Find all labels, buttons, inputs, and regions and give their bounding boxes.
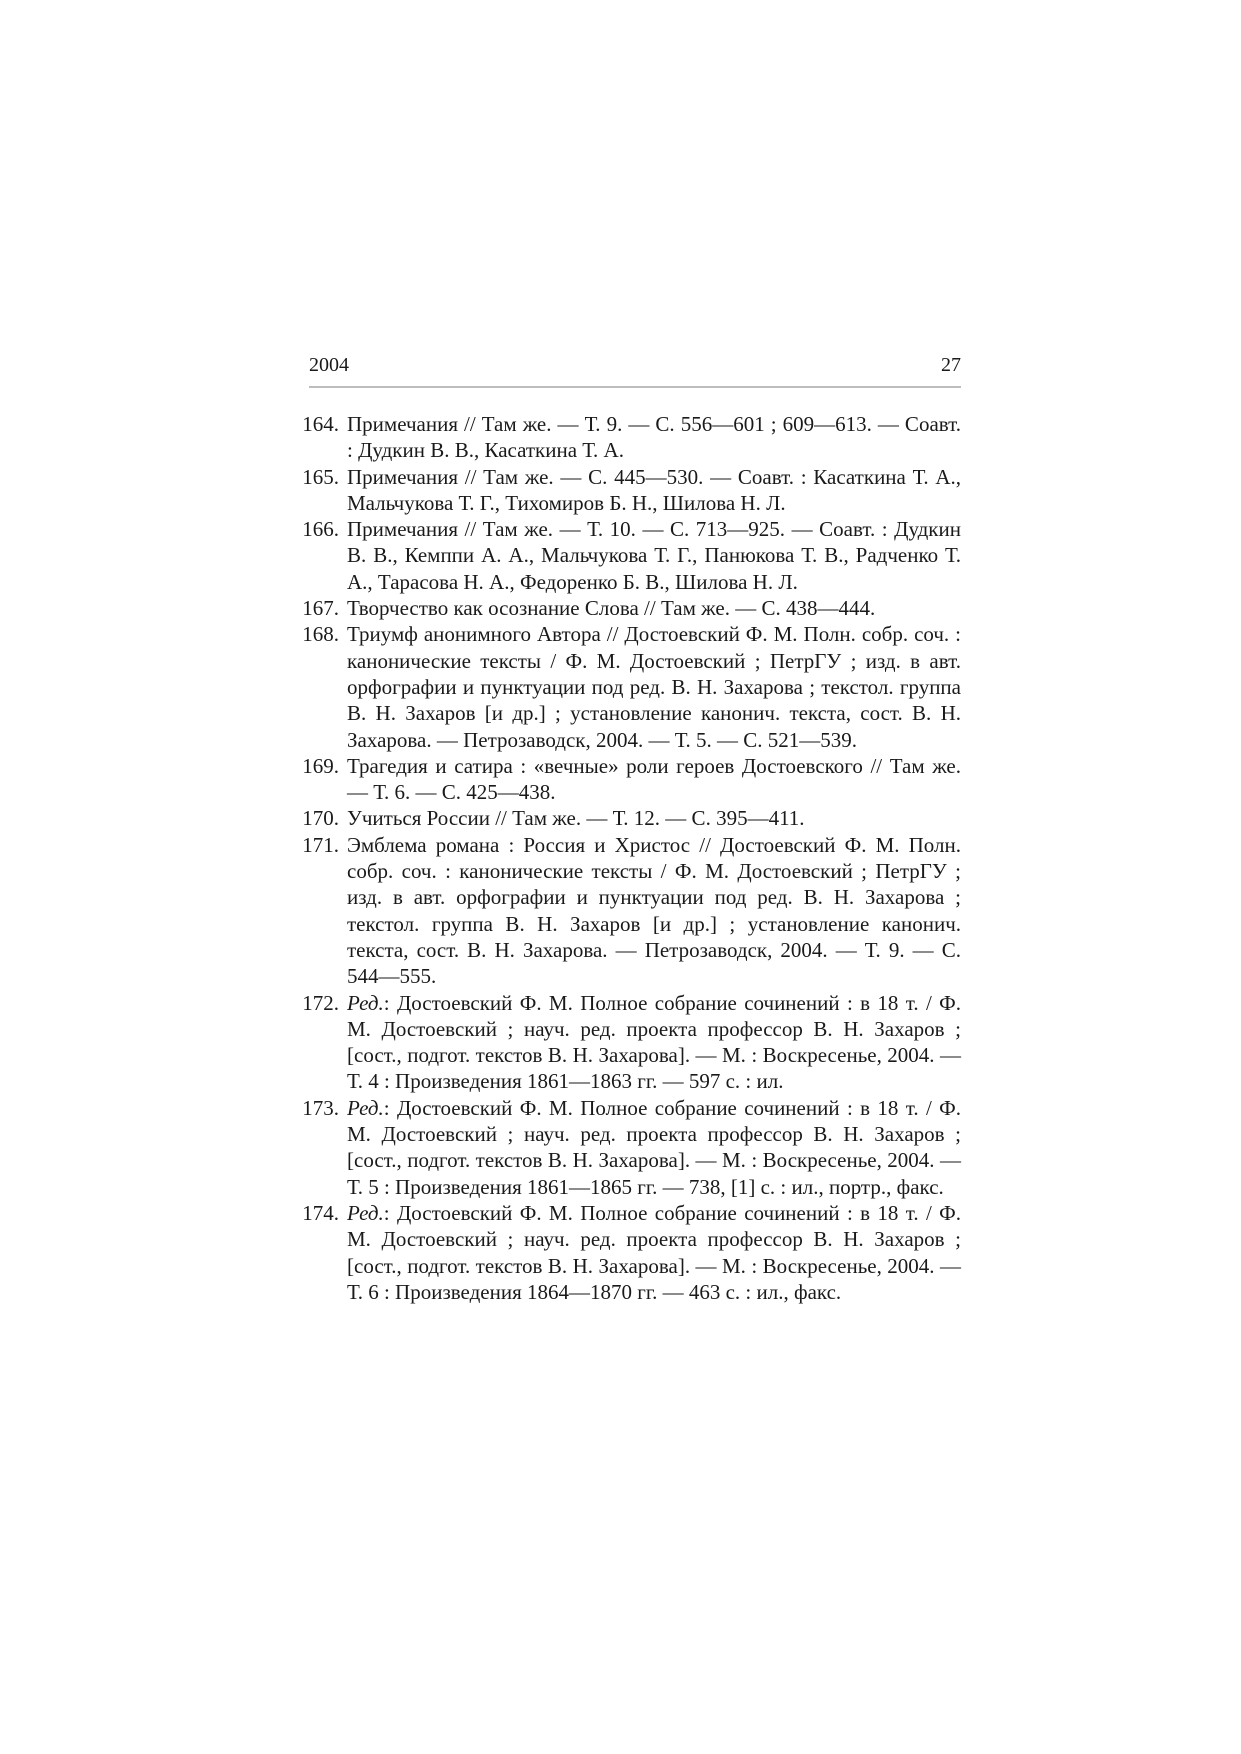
entry-text xyxy=(347,990,961,1095)
entry-number: 171. xyxy=(302,832,339,857)
entry-body: : Достоевский Ф. М. Полное собрание сочинений : в 18 т. / Ф. М. Достоевский ; науч. ред. проекта профессор В. Н. Захаров ; [сост., подгот. текстов В. Н. Захарова]. — М. : Воскресенье, 2004. — Т. 5 : Произведения 1861—1865 гг. — 738, [1] с. : ил., портр., факс. xyxy=(347,1095,961,1199)
bibliography-entry xyxy=(302,621,961,752)
entry-body: : Достоевский Ф. М. Полное собрание сочинений : в 18 т. / Ф. М. Достоевский ; науч. ред. проекта профессор В. Н. Захаров ; [сост., подгот. текстов В. Н. Захарова]. — М. : Воскресенье, 2004. — Т. 4 : Произведения 1861—1863 гг. — 597 с. : ил. xyxy=(347,990,961,1094)
entry-text xyxy=(347,621,961,752)
entry-body: Творчество как осознание Слова // Там же. — С. 438—444. xyxy=(347,596,876,621)
entry-body: Учиться России // Там же. — Т. 12. — С. 395—411. xyxy=(347,806,805,831)
entry-text xyxy=(347,805,961,831)
entry-number: 168. xyxy=(302,622,339,647)
entry-number: 165. xyxy=(302,464,339,489)
bibliography-entry xyxy=(302,595,961,621)
bibliography-entry xyxy=(302,516,961,595)
entry-number: 173. xyxy=(302,1095,339,1120)
bibliography-entry xyxy=(302,1095,961,1200)
entry-body: Триумф анонимного Автора // Достоевский Ф. М. Полн. собр. соч. : канонические тексты / Ф. М. Достоевский ; ПетрГУ ; изд. в авт. орфографии и пунктуации под ред. В. Н. Захарова ; текстол. группа В. Н. Захаров [и др.] ; установление канонич. текста, сост. В. Н. Захарова. — Петрозаводск, 2004. — Т. 5. — С. 521—539. xyxy=(347,622,961,752)
editor-prefix: Ред. xyxy=(347,990,384,1015)
editor-prefix: Ред. xyxy=(347,1095,384,1120)
entry-text xyxy=(347,411,961,464)
bibliography-entry xyxy=(302,1200,961,1305)
entry-number: 167. xyxy=(302,596,339,621)
entry-number: 174. xyxy=(302,1200,339,1225)
entry-body: Трагедия и сатира : «вечные» роли героев Достоевского // Там же. — Т. 6. — С. 425—438. xyxy=(347,753,961,805)
editor-prefix: Ред. xyxy=(347,1200,384,1225)
entry-text xyxy=(347,1095,961,1200)
entry-text xyxy=(347,1200,961,1305)
entry-text xyxy=(347,516,961,595)
entry-number: 164. xyxy=(302,412,339,436)
entry-number: 170. xyxy=(302,806,339,831)
entry-number: 169. xyxy=(302,753,339,778)
entry-body: Эмблема романа : Россия и Христос // Достоевский Ф. М. Полн. собр. соч. : канонические тексты / Ф. М. Достоевский ; ПетрГУ ; изд. в авт. орфографии и пунктуации под ред. В. Н. Захарова ; текстол. группа В. Н. Захаров [и др.] ; установление канонич. текста, сост. В. Н. Захарова. — Петрозаводск, 2004. — Т. 9. — С. 544—555. xyxy=(347,832,961,989)
bibliography-entry xyxy=(302,832,961,990)
bibliography-entry xyxy=(302,990,961,1095)
bibliography-entry xyxy=(302,464,961,517)
entry-body: Примечания // Там же. — Т. 9. — С. 556—601 ; 609—613. — Соавт. : Дудкин В. В., Касаткина Т. А. xyxy=(347,412,961,463)
running-header xyxy=(309,352,961,388)
entry-body: Примечания // Там же. — Т. 10. — С. 713—925. — Соавт. : Дудкин В. В., Кемппи А. А., Мальчукова Т. Г., Панюкова Т. В., Радченко Т. А., Тарасова Н. А., Федоренко Б. В., Шилова Н. Л. xyxy=(347,517,961,594)
bibliography-entry xyxy=(302,411,961,464)
header-year: 2004 xyxy=(309,354,349,376)
bibliography-entry xyxy=(302,805,961,831)
bibliography-entry xyxy=(302,753,961,806)
entry-text xyxy=(347,464,961,517)
entry-text xyxy=(347,832,961,990)
entry-text xyxy=(347,595,961,621)
entry-text xyxy=(347,753,961,806)
entry-body: : Достоевский Ф. М. Полное собрание сочинений : в 18 т. / Ф. М. Достоевский ; науч. ред. проекта профессор В. Н. Захаров ; [сост., подгот. текстов В. Н. Захарова]. — М. : Воскресенье, 2004. — Т. 6 : Произведения 1864—1870 гг. — 463 с. : ил., факс. xyxy=(347,1200,961,1304)
entry-body: Примечания // Там же. — С. 445—530. — Соавт. : Касаткина Т. А., Мальчукова Т. Г., Тихомиров Б. Н., Шилова Н. Л. xyxy=(347,464,961,515)
entry-number: 172. xyxy=(302,990,339,1015)
entry-number: 166. xyxy=(302,517,339,542)
bibliography-list xyxy=(302,411,961,1305)
page-number: 27 xyxy=(941,354,961,376)
